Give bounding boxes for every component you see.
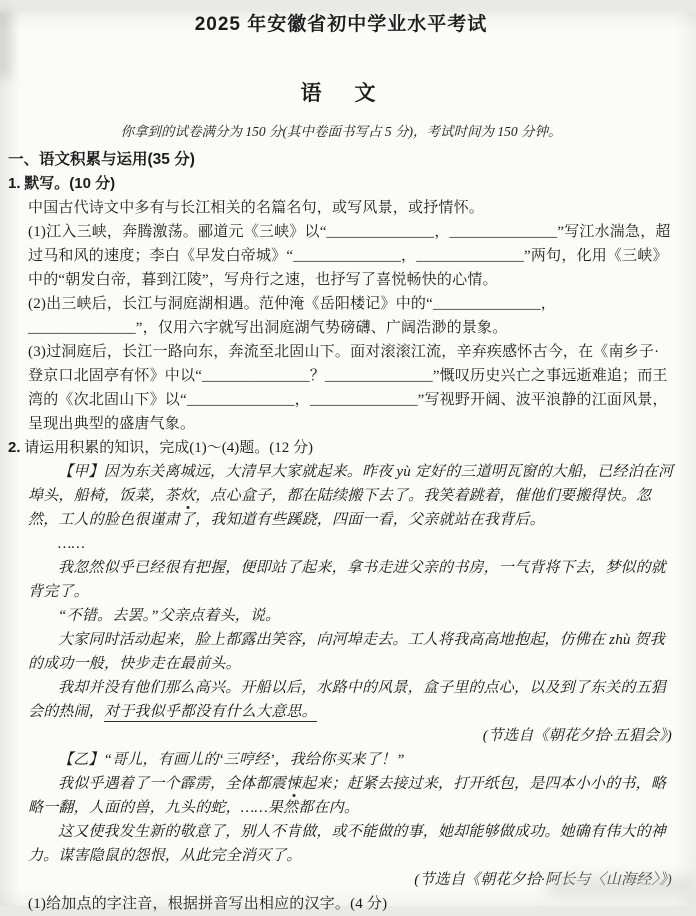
q2-sub1-cutoff-line: (1)给加点的字注音，根据拼音写出相应的汉字。(4 分) xyxy=(28,896,388,912)
q1-heading xyxy=(8,172,674,196)
q1-number: 1. xyxy=(8,175,21,192)
passage-jia-source: (节选自《朝花夕拾·五猖会》) xyxy=(482,728,672,744)
q1-title: 默写。(10 分) xyxy=(24,175,116,192)
subject-title: 语 文 xyxy=(300,82,382,105)
q1-item-2: (2)出三峡后，长江与洞庭湖相遇。范仲淹《岳阳楼记》中的“______________，______________”，仅用六字就写出洞庭湖气势磅礴、广阔浩渺的景象。 xyxy=(28,296,556,336)
yi-p2-post: 起来；赶紧去接过来，打开纸包，是四本小小的书，略略一翻，人面的兽，九头的蛇，……果然都在内。 xyxy=(28,776,667,816)
q2-number: 2. xyxy=(8,439,21,456)
passage-jia-p3: 我忽然似乎已经很有把握，便即站了起来，拿书走进父亲的书房，一气背将下去，梦似的就背完了。 xyxy=(28,560,667,600)
passage-yi-p1: 【乙】“哥儿，有画儿的‘三哼经’，我给你买来了！” xyxy=(58,752,405,768)
passage-jia-p5: 大家同时活动起来，脸上都露出笑容，向河埠走去。工人将我高高地抱起，仿佛在 zhù 贺我的成功一般，快步走在最前头。 xyxy=(28,632,665,672)
q1-item-3: (3)过洞庭后，长江一路向东，奔流至北固山下。面对滚滚江流，辛弃疾感怀古今，在《南乡子·登京口北固亭有怀》中以“______________？______________”慨叹历史兴亡之事远逝难追；而王湾的《次北固山下》以“______________，______________”写视野开阔、波平浪静的江面风景，呈现出典型的盛唐气象。 xyxy=(28,344,668,432)
passage-yi-p3: 这又使我发生新的敬意了，别人不肯做，或不能做的事，她却能够做成功。她确有伟大的神力。谋害隐鼠的怨恨，从此完全消灭了。 xyxy=(28,824,667,864)
exam-note: 你拿到的试卷满分为 150 分(其中卷面书写占 5 分)，考试时间为 150 分钟。 xyxy=(120,124,562,139)
passage-jia-p4: “不错。去罢。”父亲点着头，说。 xyxy=(58,608,281,624)
jia-p1-pre: 【甲】因为东关离城远，大清早大家就起来。昨夜 yù 定好的三道明瓦窗的大船，已经泊在河埠头，船椅，饭菜，茶 xyxy=(28,464,674,504)
emphasis-dotted-char-chui: 炊 xyxy=(180,488,196,504)
jia-p6-normal: 我却并没有他们那么高兴。开船以后，水路中的风景，盒子里的点心，以及到了东关的五猖会的热闹， xyxy=(28,680,667,720)
jia-p1-post: ，点心盒子，都在陆续搬下去了。我笑着跳着，催他们要搬得快。忽然，工人的脸色很谨肃了，我知道有些蹊跷，四面一看，父亲就站在我背后。 xyxy=(28,488,652,528)
passage-yi-p2 xyxy=(28,772,674,820)
emphasis-dotted-char-song: 悚 xyxy=(286,776,302,792)
passage-yi-source: (节选自《朝花夕拾·阿长与〈山海经〉》) xyxy=(414,872,672,888)
exam-paper-page xyxy=(0,12,696,912)
passage-jia-p2-ellipsis: …… xyxy=(58,536,86,552)
exam-title: 2025 年安徽省初中学业水平考试 xyxy=(194,14,488,35)
underlined-sentence: 对于我似乎都没有什么大意思。 xyxy=(104,704,317,720)
q1-item-1: (1)江入三峡，奔腾激荡。郦道元《三峡》以“______________，______________”写江水湍急，超过马和风的速度；李白《早发白帝城》“______________，______________”两句，化用《三峡》中的“朝发白帝，暮到江陵”，写舟行之速，也抒写了喜悦畅快的心情。 xyxy=(28,224,671,288)
q1-intro: 中国古代诗文中多有与长江相关的名篇名句，或写风景，或抒情怀。 xyxy=(28,200,485,216)
section-1-heading: 一、语文积累与运用(35 分) xyxy=(8,151,195,168)
q2-heading xyxy=(8,436,674,460)
passage-jia-p1 xyxy=(28,460,674,532)
q2-title: 请运用积累的知识，完成(1)～(4)题。(12 分) xyxy=(24,440,313,456)
passage-jia-p6 xyxy=(28,676,674,724)
yi-p2-pre: 我似乎遇着了一个霹雳，全体都震 xyxy=(58,776,287,792)
